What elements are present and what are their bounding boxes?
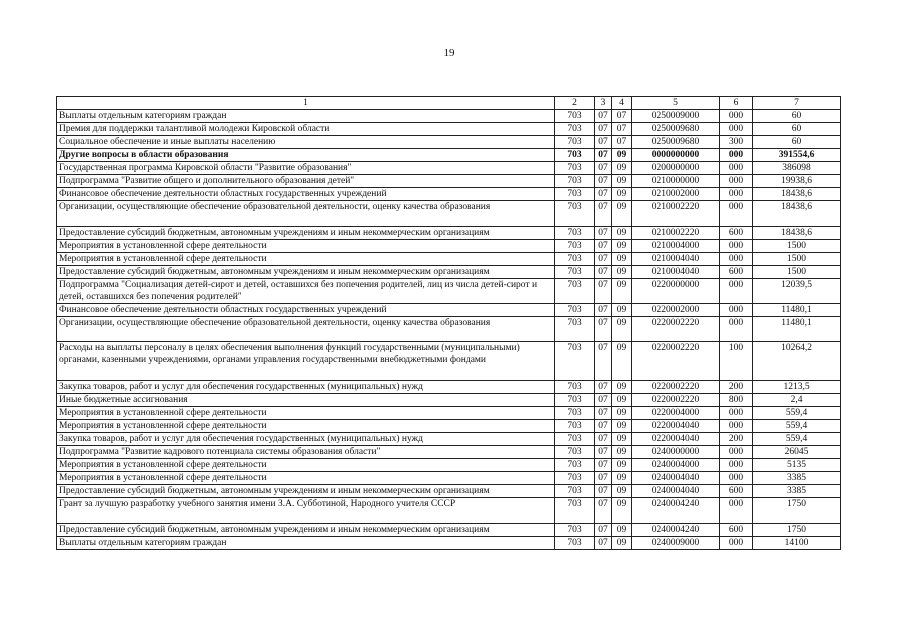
- row-kind-cell: 300: [720, 136, 753, 149]
- table-row: [57, 446, 841, 459]
- row-name-cell: Подпрограмма "Развитие общего и дополнительного образования детей": [57, 175, 555, 188]
- row-amount-cell: 19938,6: [753, 175, 841, 188]
- row-kind-cell: 600: [720, 485, 753, 498]
- table-row: [57, 266, 841, 279]
- row-amount-cell: 60: [753, 110, 841, 123]
- row-section-cell: 07: [595, 240, 612, 253]
- row-name-cell: Государственная программа Кировской области "Развитие образования": [57, 162, 555, 175]
- row-target-cell: 0220000000: [632, 279, 720, 304]
- row-kind-cell: 200: [720, 433, 753, 446]
- row-target-cell: 0220004000: [632, 407, 720, 420]
- row-section-cell: 07: [595, 123, 612, 136]
- row-code-cell: 703: [555, 227, 595, 240]
- table-row: [57, 123, 841, 136]
- table-row: [57, 433, 841, 446]
- row-kind-cell: 000: [720, 201, 753, 227]
- row-amount-cell: 11480,1: [753, 317, 841, 342]
- table-row: [57, 420, 841, 433]
- row-name-cell: Предоставление субсидий бюджетным, автономным учреждениям и иным некоммерческим организациям: [57, 266, 555, 279]
- row-subsection-cell: 09: [612, 279, 632, 304]
- table-row: [57, 110, 841, 123]
- row-amount-cell: 1213,5: [753, 381, 841, 394]
- row-amount-cell: 559,4: [753, 420, 841, 433]
- table-row: [57, 175, 841, 188]
- row-code-cell: 703: [555, 175, 595, 188]
- table-header-row: [57, 97, 841, 110]
- row-name-cell: Другие вопросы в области образования: [57, 149, 555, 162]
- row-code-cell: 703: [555, 524, 595, 537]
- table-row: [57, 537, 841, 550]
- row-name-cell: Закупка товаров, работ и услуг для обеспечения государственных (муниципальных) нужд: [57, 381, 555, 394]
- row-target-cell: 0200000000: [632, 162, 720, 175]
- budget-table: [56, 96, 841, 550]
- row-subsection-cell: 09: [612, 420, 632, 433]
- row-section-cell: 07: [595, 381, 612, 394]
- row-target-cell: 0240004040: [632, 485, 720, 498]
- row-target-cell: 0240009000: [632, 537, 720, 550]
- row-amount-cell: 60: [753, 123, 841, 136]
- row-section-cell: 07: [595, 253, 612, 266]
- row-kind-cell: 000: [720, 317, 753, 342]
- row-name-cell: Предоставление субсидий бюджетным, автономным учреждениям и иным некоммерческим организациям: [57, 227, 555, 240]
- row-section-cell: 07: [595, 162, 612, 175]
- table-row: [57, 162, 841, 175]
- row-amount-cell: 386098: [753, 162, 841, 175]
- row-code-cell: 703: [555, 110, 595, 123]
- row-subsection-cell: 09: [612, 188, 632, 201]
- row-name-cell: Организации, осуществляющие обеспечение образовательной деятельности, оценку качества образования: [57, 317, 555, 342]
- table-row: [57, 188, 841, 201]
- row-kind-cell: 000: [720, 472, 753, 485]
- row-subsection-cell: 09: [612, 498, 632, 524]
- row-code-cell: 703: [555, 420, 595, 433]
- table-row: [57, 407, 841, 420]
- row-kind-cell: 000: [720, 175, 753, 188]
- table-row: [57, 253, 841, 266]
- header-cell: 3: [595, 97, 612, 110]
- row-amount-cell: 26045: [753, 446, 841, 459]
- row-name-cell: Социальное обеспечение и иные выплаты населению: [57, 136, 555, 149]
- row-kind-cell: 100: [720, 342, 753, 381]
- row-code-cell: 703: [555, 485, 595, 498]
- row-name-cell: Мероприятия в установленной сфере деятельности: [57, 253, 555, 266]
- row-kind-cell: 000: [720, 162, 753, 175]
- row-amount-cell: 14100: [753, 537, 841, 550]
- row-amount-cell: 559,4: [753, 407, 841, 420]
- row-name-cell: Мероприятия в установленной сфере деятельности: [57, 459, 555, 472]
- table-row: [57, 317, 841, 342]
- row-name-cell: Финансовое обеспечение деятельности областных государственных учреждений: [57, 188, 555, 201]
- row-target-cell: 0210004040: [632, 266, 720, 279]
- row-section-cell: 07: [595, 459, 612, 472]
- row-target-cell: 0220002220: [632, 317, 720, 342]
- row-section-cell: 07: [595, 317, 612, 342]
- row-subsection-cell: 09: [612, 240, 632, 253]
- row-name-cell: Подпрограмма "Социализация детей-сирот и детей, оставшихся без попечения родителей, лиц из числа детей-сирот и детей, оставшихся без попечения родителей": [57, 279, 555, 304]
- row-code-cell: 703: [555, 407, 595, 420]
- row-code-cell: 703: [555, 317, 595, 342]
- row-subsection-cell: 09: [612, 162, 632, 175]
- row-target-cell: 0220002000: [632, 304, 720, 317]
- row-kind-cell: 000: [720, 420, 753, 433]
- row-code-cell: 703: [555, 136, 595, 149]
- row-amount-cell: 18438,6: [753, 227, 841, 240]
- row-section-cell: 07: [595, 537, 612, 550]
- row-name-cell: Премия для поддержки талантливой молодежи Кировской области: [57, 123, 555, 136]
- row-subsection-cell: 09: [612, 304, 632, 317]
- row-amount-cell: 18438,6: [753, 201, 841, 227]
- row-section-cell: 07: [595, 394, 612, 407]
- row-name-cell: Мероприятия в установленной сфере деятельности: [57, 420, 555, 433]
- row-code-cell: 703: [555, 472, 595, 485]
- header-cell: 7: [753, 97, 841, 110]
- row-code-cell: 703: [555, 253, 595, 266]
- table-row: [57, 524, 841, 537]
- row-subsection-cell: 09: [612, 485, 632, 498]
- row-code-cell: 703: [555, 201, 595, 227]
- row-subsection-cell: 09: [612, 149, 632, 162]
- table-row: [57, 201, 841, 227]
- row-subsection-cell: 09: [612, 266, 632, 279]
- row-section-cell: 07: [595, 110, 612, 123]
- row-section-cell: 07: [595, 407, 612, 420]
- row-section-cell: 07: [595, 149, 612, 162]
- table-row: [57, 485, 841, 498]
- row-target-cell: 0210002220: [632, 201, 720, 227]
- row-amount-cell: 10264,2: [753, 342, 841, 381]
- row-target-cell: 0250009680: [632, 136, 720, 149]
- row-subsection-cell: 09: [612, 407, 632, 420]
- row-target-cell: 0210004040: [632, 253, 720, 266]
- row-subsection-cell: 09: [612, 317, 632, 342]
- row-name-cell: Мероприятия в установленной сфере деятельности: [57, 472, 555, 485]
- row-kind-cell: 000: [720, 240, 753, 253]
- row-kind-cell: 800: [720, 394, 753, 407]
- row-kind-cell: 200: [720, 381, 753, 394]
- row-name-cell: Предоставление субсидий бюджетным, автономным учреждениям и иным некоммерческим организациям: [57, 485, 555, 498]
- row-code-cell: 703: [555, 381, 595, 394]
- row-target-cell: 0220004040: [632, 420, 720, 433]
- header-cell: 1: [57, 97, 555, 110]
- row-name-cell: Выплаты отдельным категориям граждан: [57, 537, 555, 550]
- row-subsection-cell: 07: [612, 110, 632, 123]
- table-row: [57, 279, 841, 304]
- row-section-cell: 07: [595, 175, 612, 188]
- row-code-cell: 703: [555, 266, 595, 279]
- row-code-cell: 703: [555, 459, 595, 472]
- row-kind-cell: 000: [720, 459, 753, 472]
- row-target-cell: 0210002000: [632, 188, 720, 201]
- row-kind-cell: 600: [720, 266, 753, 279]
- row-code-cell: 703: [555, 537, 595, 550]
- table-row: [57, 498, 841, 524]
- row-name-cell: Закупка товаров, работ и услуг для обеспечения государственных (муниципальных) нужд: [57, 433, 555, 446]
- row-code-cell: 703: [555, 342, 595, 381]
- header-cell: 6: [720, 97, 753, 110]
- row-section-cell: 07: [595, 201, 612, 227]
- page-number: 19: [443, 47, 455, 59]
- row-name-cell: Организации, осуществляющие обеспечение образовательной деятельности, оценку качества образования: [57, 201, 555, 227]
- row-amount-cell: 3385: [753, 472, 841, 485]
- row-name-cell: Мероприятия в установленной сфере деятельности: [57, 240, 555, 253]
- header-cell: 2: [555, 97, 595, 110]
- row-amount-cell: 18438,6: [753, 188, 841, 201]
- row-code-cell: 703: [555, 433, 595, 446]
- row-code-cell: 703: [555, 394, 595, 407]
- row-kind-cell: 000: [720, 279, 753, 304]
- row-section-cell: 07: [595, 498, 612, 524]
- row-subsection-cell: 09: [612, 537, 632, 550]
- row-subsection-cell: 09: [612, 381, 632, 394]
- row-target-cell: 0220002220: [632, 394, 720, 407]
- row-target-cell: 0210004000: [632, 240, 720, 253]
- row-amount-cell: 60: [753, 136, 841, 149]
- row-code-cell: 703: [555, 240, 595, 253]
- row-amount-cell: 1750: [753, 524, 841, 537]
- row-amount-cell: 3385: [753, 485, 841, 498]
- table-row: [57, 304, 841, 317]
- row-subsection-cell: 09: [612, 472, 632, 485]
- row-kind-cell: 000: [720, 446, 753, 459]
- table-row: [57, 342, 841, 381]
- row-kind-cell: 600: [720, 524, 753, 537]
- row-code-cell: 703: [555, 279, 595, 304]
- row-target-cell: 0000000000: [632, 149, 720, 162]
- row-section-cell: 07: [595, 342, 612, 381]
- row-subsection-cell: 09: [612, 446, 632, 459]
- row-kind-cell: 000: [720, 188, 753, 201]
- table-row: [57, 394, 841, 407]
- row-subsection-cell: 09: [612, 201, 632, 227]
- row-section-cell: 07: [595, 266, 612, 279]
- row-subsection-cell: 09: [612, 253, 632, 266]
- row-subsection-cell: 07: [612, 123, 632, 136]
- header-cell: 5: [632, 97, 720, 110]
- row-amount-cell: 1500: [753, 266, 841, 279]
- row-target-cell: 0240000000: [632, 446, 720, 459]
- row-kind-cell: 000: [720, 407, 753, 420]
- row-name-cell: Мероприятия в установленной сфере деятельности: [57, 407, 555, 420]
- row-kind-cell: 000: [720, 149, 753, 162]
- header-cell: 4: [612, 97, 632, 110]
- row-target-cell: 0220002220: [632, 342, 720, 381]
- row-kind-cell: 000: [720, 123, 753, 136]
- row-subsection-cell: 09: [612, 524, 632, 537]
- row-code-cell: 703: [555, 123, 595, 136]
- row-code-cell: 703: [555, 162, 595, 175]
- row-amount-cell: 2,4: [753, 394, 841, 407]
- table-row: [57, 149, 841, 162]
- row-kind-cell: 000: [720, 304, 753, 317]
- table-row: [57, 381, 841, 394]
- row-kind-cell: 000: [720, 498, 753, 524]
- row-amount-cell: 1750: [753, 498, 841, 524]
- row-section-cell: 07: [595, 524, 612, 537]
- row-name-cell: Предоставление субсидий бюджетным, автономным учреждениям и иным некоммерческим организациям: [57, 524, 555, 537]
- row-amount-cell: 559,4: [753, 433, 841, 446]
- row-kind-cell: 000: [720, 110, 753, 123]
- row-amount-cell: 391554,6: [753, 149, 841, 162]
- row-name-cell: Финансовое обеспечение деятельности областных государственных учреждений: [57, 304, 555, 317]
- table-row: [57, 240, 841, 253]
- row-name-cell: Расходы на выплаты персоналу в целях обеспечения выполнения функций государственными (муниципальными) органами, казенными учреждениями, органами управления государственными внебюджетными фондами: [57, 342, 555, 381]
- row-target-cell: 0240004240: [632, 524, 720, 537]
- table-row: [57, 227, 841, 240]
- row-section-cell: 07: [595, 304, 612, 317]
- row-section-cell: 07: [595, 433, 612, 446]
- row-name-cell: Подпрограмма "Развитие кадрового потенциала системы образования области": [57, 446, 555, 459]
- row-subsection-cell: 09: [612, 459, 632, 472]
- row-subsection-cell: 09: [612, 342, 632, 381]
- row-section-cell: 07: [595, 472, 612, 485]
- row-kind-cell: 600: [720, 227, 753, 240]
- row-subsection-cell: 09: [612, 394, 632, 407]
- row-target-cell: 0250009000: [632, 110, 720, 123]
- table-row: [57, 472, 841, 485]
- row-subsection-cell: 07: [612, 136, 632, 149]
- row-target-cell: 0240004000: [632, 459, 720, 472]
- row-name-cell: Грант за лучшую разработку учебного занятия имени З.А. Субботиной, Народного учителя СССР: [57, 498, 555, 524]
- row-section-cell: 07: [595, 136, 612, 149]
- row-section-cell: 07: [595, 420, 612, 433]
- row-target-cell: 0240004040: [632, 472, 720, 485]
- row-amount-cell: 11480,1: [753, 304, 841, 317]
- row-amount-cell: 1500: [753, 240, 841, 253]
- row-section-cell: 07: [595, 227, 612, 240]
- row-name-cell: Выплаты отдельным категориям граждан: [57, 110, 555, 123]
- row-section-cell: 07: [595, 485, 612, 498]
- row-kind-cell: 000: [720, 537, 753, 550]
- row-code-cell: 703: [555, 188, 595, 201]
- row-target-cell: 0250009680: [632, 123, 720, 136]
- row-amount-cell: 5135: [753, 459, 841, 472]
- row-section-cell: 07: [595, 188, 612, 201]
- row-code-cell: 703: [555, 498, 595, 524]
- row-section-cell: 07: [595, 279, 612, 304]
- row-code-cell: 703: [555, 304, 595, 317]
- row-target-cell: 0220004040: [632, 433, 720, 446]
- row-target-cell: 0220002220: [632, 381, 720, 394]
- row-subsection-cell: 09: [612, 227, 632, 240]
- row-subsection-cell: 09: [612, 175, 632, 188]
- row-subsection-cell: 09: [612, 433, 632, 446]
- row-code-cell: 703: [555, 446, 595, 459]
- table-row: [57, 459, 841, 472]
- row-amount-cell: 12039,5: [753, 279, 841, 304]
- row-target-cell: 0210000000: [632, 175, 720, 188]
- table-row: [57, 136, 841, 149]
- row-section-cell: 07: [595, 446, 612, 459]
- row-amount-cell: 1500: [753, 253, 841, 266]
- row-target-cell: 0210002220: [632, 227, 720, 240]
- row-name-cell: Иные бюджетные ассигнования: [57, 394, 555, 407]
- row-code-cell: 703: [555, 149, 595, 162]
- row-kind-cell: 000: [720, 253, 753, 266]
- row-target-cell: 0240004240: [632, 498, 720, 524]
